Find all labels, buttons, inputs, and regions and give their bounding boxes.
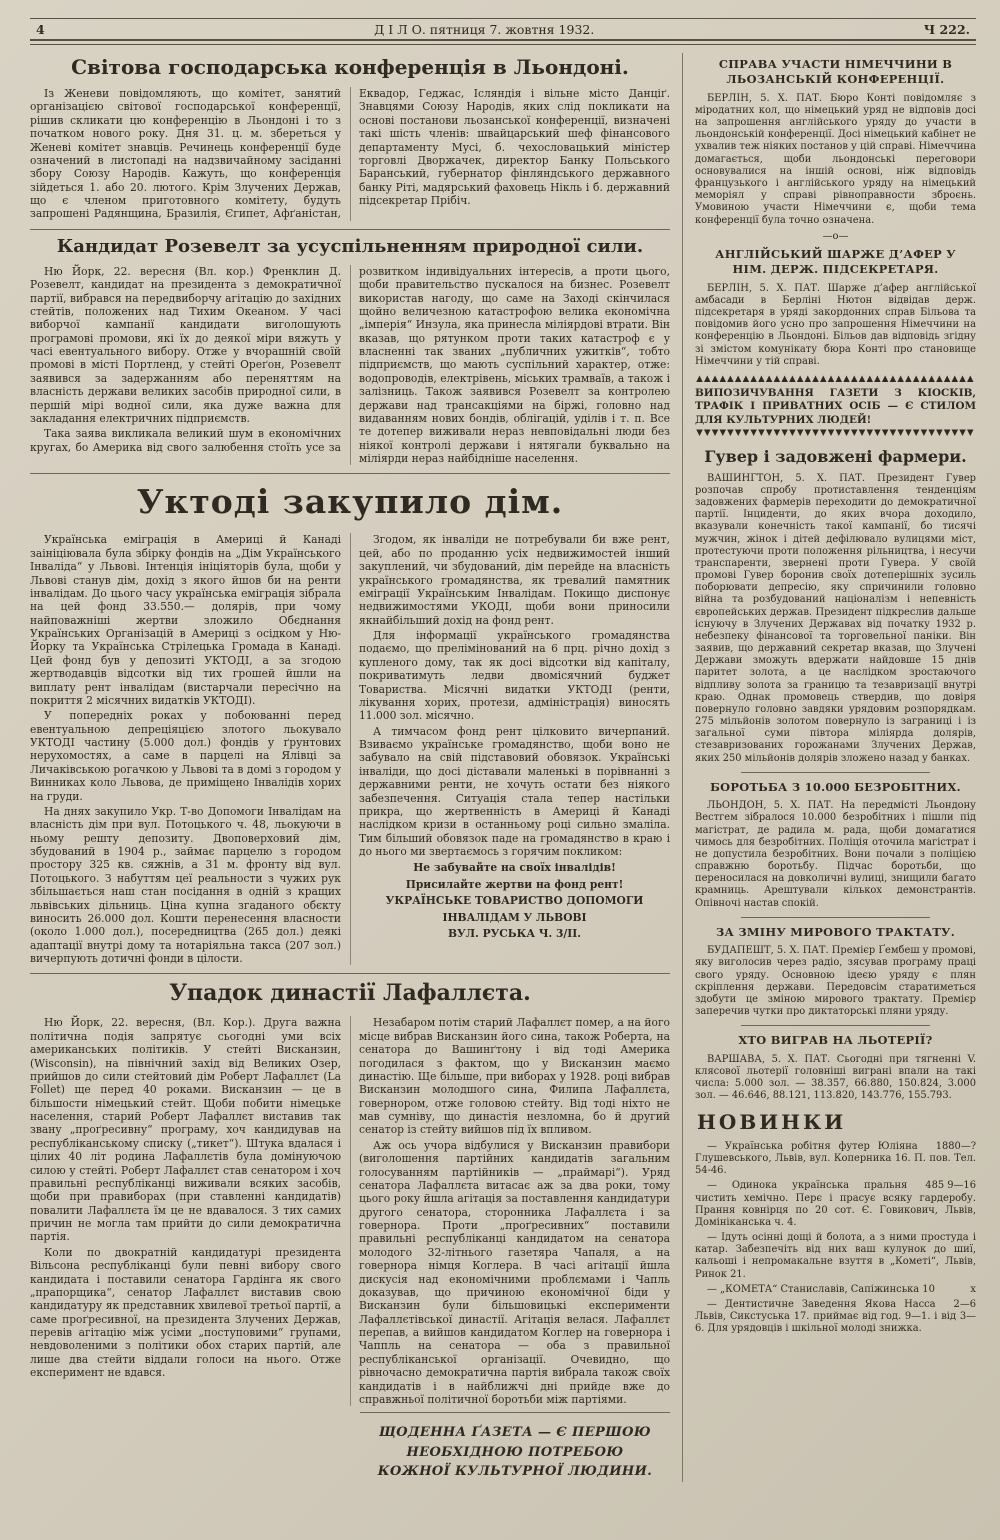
paragraph: На днях закупило Укр. Т-во Допомоги Інвалідам на власність дім при вул. Потоцького ч. 48, льокуючи в ньому решту депозиту. Двоповерховий дім, збудований в 1904 р., займає парцелю з городом простору 325 кв. сяжнів, а 31 м. фронту від вул. Потоцького. З набуттям цеї реальности з чужих рук збільшається наш стан посідання в одній з кращих львівських дільниць. Ціна купна згаданого обєкту виносить 26.000 дол. Кошти перенесення власности (около 1.000 дол.), посередництва (265 дол.) деякі адаптації внутрі дому та нотаріяльна такса (207 зол.) вичерпують дотичні фонди в цілости. <box>30 804 341 965</box>
article-title: АНГЛІЙСЬКИЙ ШАРЖЕ Д’АФЕР У НІМ. ДЕРЖ. ПІДСЕКРЕТАРЯ. <box>715 246 956 277</box>
article-unemployed-fight <box>695 780 976 910</box>
article-title: ЗА ЗМІНУ МИРОВОГО ТРАКТАТУ. <box>716 924 955 939</box>
paragraph: Для інформації українського громадянства подаємо, що прелімінований на 6 прц. річно дохід з купленого дому, так як досі відсотки від капіталу, покриватимуть ледви двомісячний буджет Товариства. Місячні видатки УКТОДІ (ренти, лікування хорих, протези, адміністрація) виносять 11.000 зол. місячно. <box>359 629 670 723</box>
appeal-line: Не забувайте на своїх інвалідів! <box>413 861 616 875</box>
news-item-ref: х <box>970 1283 976 1295</box>
paragraph: У попередніх роках у побоюванні перед евентуальною депреціяцією злотого льокувало УКТОДІ частину (5.000 дол.) фондів у ґрунтових нерухомостях, а саме в парцелі на Ялівці за Личаківською рогачкою у Львові та в домі з городом у Винниках коло Львова, де приміщено Інвалідів хорих на груди. <box>30 709 341 803</box>
article-lottery-winners <box>695 1033 976 1102</box>
paragraph: Коли по двократній кандидатурі президента Вільсона республіканці були певні вибору свого кандидата і поставили сенатора Гардінга як свого „прапорщика“, сенатор Лафаллєт виставив свою кандидатуру як представник хвилевої третьої партії, а саме проґресивної, на президента Злучених Держав, перевів агітацію між усіми „поступовими“ групами, невдоволеними з політики обох старих партій, але лише два стейти віддали голоси на нього. Отже експеримент не вдався. <box>30 1245 341 1380</box>
news-item <box>695 1232 976 1281</box>
article-roosevelt-natural-power <box>30 236 670 466</box>
paragraph: Така заява викликала великий шум в економічних кругах, бо Америка від свого залюбення стоїть усе за розвитком індивідуальних інтересів, а проти цього, щоби правительство пускалося на бизнес. Розевелт використав нагоду, що саме на Заході скінчилася щойно величезною катастрофою велика економічна „імперія“ Инзула, яка принесла міліярдові втрати. Він вказав, що рятунком проти таких катастроф є у власненні так званих „публичних ужитків“, тобто підприємств, що мають суспільний характер, отже: водопроводів, електрівень, міських трамваїв, а також і залізниць. Також заявився Розевелт за контролею держави над трансакціями на біржі, головно над видаванням нових бондів, облігацій, уділів і т. п. Все те дотепер виживали нераз невповідальні люди без ніякої контролі держави і нятягали буквально на міліярди нераз найбідніше населення. <box>30 264 670 465</box>
article-uktodi-house <box>30 482 670 965</box>
horizontal-rule <box>741 917 930 918</box>
masthead-title: Д І Л О. пятниця 7. жовтня 1932. <box>374 22 595 37</box>
paragraph: Українська еміграція в Америці й Канаді заініціювала була збірку фондів на „Дім Українського Інваліда“ у Львові. Інтенція ініціяторів була, щоби у Львові станув дім, дохід з якого йшов би на ренти інвалідам. До цього часу українська еміграція зібрала на цей фонд 33.550.— долярів, при чому найповажніші жертви зложило Обєднання Українських Організацій в Америці з осідком у Ню-Йорку та Українська Стрілецька Громада в Канаді. Цей фонд був у депозиті УКТОДІ, а за згодою жертводавців відсотки від тих грошей йшли на виплату рент інвалідам (вистарчали пересічно на покриття 2 місячних видатків УКТОДІ). <box>30 533 341 707</box>
up-triangles-icon: ▲▲▲▲▲▲▲▲▲▲▲▲▲▲▲▲▲▲▲▲▲▲▲▲▲▲▲▲▲▲▲▲▲▲▲▲ <box>696 374 975 384</box>
news-item-text: — Одинока українська пральня чистить хемічно. Перє і прасує всяку гардеробу. Прання ковнірця по 20 сот. Є. Говикович, Львів, Домініканська ч. 4. <box>695 1180 976 1228</box>
news-item <box>695 1284 976 1296</box>
paragraph: Згодом, як інваліди не потребували би вже рент, цей, або по проданню усіх недвижимостей інший закуплений, чи збудований, дім перейде на власність українського громадянства, як тревалий памятник еміграції Українським Інвалідам. Покищо диспонує недвижимостями УКОДІ, щоби вони приносили якнайбільший дохід на фонд рент. <box>359 533 670 627</box>
article-charge-daffaires <box>695 247 976 368</box>
section-title: НОВИНКИ <box>697 1110 847 1135</box>
issue-number: Ч 222. <box>923 22 970 37</box>
article-body <box>30 87 670 221</box>
article-body: ЛЬОНДОН, 5. X. ПАТ. На передмісті Льондону Вестгем зібралося 10.000 безробітних і пішли під магістрат, де радила м. рада, щоби домагатися чимось для безробітних. Поліція оточила магістрат і не допустила безробітних. Вони почали з поліцією справжню боротьбу. Підчас боротьби, що переносилася на довколичні вулиці, знищили багато крамниць. Арештували кількох демонстрантів. Опівночі настав спокій. <box>695 800 976 909</box>
article-body: ВАШИНГТОН, 5. X. ПАТ. Президент Гувер розпочав спробу протиставлення тенденціям задовжених фармерів переходити до демократичної партії. Інциденти, до яких вчора доходило, вказували конечність такої кампанії, бо тисячі мужчин, жінок і дітей дефілювало вулицями міст, протестуючи проти положення рільництва, і несучи транспаренти, звернені проти Гувера. У своїй промові Гувер боронив своїх дотеперішніх зусиль поборювати депресію, яку спричинили головно війна та розбудований націоналізм і непевність європейських держав. Президент підкреслив дальше існуючу в Злучених Державах від початку 1932 р. небезпеку фінансової та торговельної паніки. Він заявив, що державний секретар вказав, що Злучені Держави зможуть вдержати найдовше 15 днів паритет золота, а це наслідком зростаючого відпливу золота за границю та тезавризації внутрі краю. Однак промовець ствердив, що довіря повернуло головно завдяки урядовим розпорядкам. 275 мільйонів золотом повернуло із заграниці і із загальної суми півтора міліярда долярів, стезавризованих горожанами Злучених Держав, яких 250 мільйонів долярів зложено назад у банках. <box>695 472 976 764</box>
article-title: Упадок династії Лафаллєта. <box>169 980 531 1007</box>
paragraph: Із Женеви повідомляють, що комітет, занятий організацією світової господарської конференції, рішив скликати цю конференцію в Льондоні і то з початком нового року. Дня 31. ц. м. збереться у Женеві комітет знавців. Речинець конференції буде означений в листопаді на надзвичайному засіданні збору Союзу Народів. Кажуть, що конференція зійдеться 1. або 20. лютого. Крім Злучених Держав, що є членом приготовного комітету, будуть запрошені Радянщина, Бразилія, Єгипет, Афґаністан, Еквадор, Геджас, Ісляндія і вільне місто Данціґ. Знавцями Союзу Народів, яких слід покликати на основі постанови льозанської конференції, визначені такі шість членів: швайцарський шеф фінансового департаменту Мусі, б. чехословацький міністер торговлі Дворжачек, директор Банку Польського Баранський, губернатор фінляндського державного банку Ріті, мадярський фаховець Нікль і б. державний підсекретар Прібіч. <box>30 87 670 221</box>
appeal-line: Присилайте жертви на фонд рент! <box>405 877 624 891</box>
borrowing-notice <box>695 375 976 439</box>
article-hoover-farmers <box>695 447 976 765</box>
article-title: Уктоді закупило дім. <box>136 482 564 522</box>
news-item <box>695 1299 976 1336</box>
horizontal-rule <box>741 1025 930 1026</box>
header-rule <box>30 39 976 45</box>
horizontal-rule <box>30 973 670 974</box>
paragraph: Незабаром потім старий Лафаллєт помер, а на його місце вибрав Висканзин його сина, також Роберта, на сенатора до Вашинґтону і від тоді Америка погодилася з фактом, що у Висканзин маємо династію. Ще більше, при виборах у 1928. році вибрав Висканзин молодшого сина, Филипа Лафаллєта, говернором, отже головою стейту. Від тоді ніхто не мав сумніву, що династія незломна, бо й другий сенатор із стейту вийшов під їх впливом. <box>359 1016 670 1137</box>
main-column <box>30 53 682 1482</box>
article-germany-lausanne <box>695 57 976 227</box>
down-triangles-icon: ▼▼▼▼▼▼▼▼▼▼▼▼▼▼▼▼▼▼▼▼▼▼▼▼▼▼▼▼▼▼▼▼▼▼▼▼ <box>696 429 975 439</box>
right-column <box>682 53 976 1482</box>
news-item <box>695 1141 976 1178</box>
page-content <box>30 53 976 1482</box>
article-body <box>30 265 670 466</box>
article-title: ХТО ВИГРАВ НА ЛЬОТЕРІЇ? <box>738 1033 933 1048</box>
masthead <box>30 18 976 39</box>
horizontal-rule <box>30 473 670 474</box>
article-body: БУДАПЕШТ, 5. X. ПАТ. Премієр Ґембеш у промові, яку виголосив через радіо, зясував програму праці свого уряду. Основною ідеєю уряду є плян скріплення держави. Передовсім старатиметься здобути це зміною мирового трактату. Премієр заперечив чутки про диктаторські пляни уряду. <box>695 945 976 1018</box>
news-item-text: — „КОМЕТА“ Станиславів, Сапіжинська 10 <box>707 1283 935 1295</box>
page-number: 4 <box>36 22 45 37</box>
paragraph: Аж ось учора відбулися у Висканзин правибори (виголошення партійних кандидатів загальним голосуванням партійників — „праймарі“). Уряд сенатора Лафаллєта витасає аж за два роки, тому цього року йшла агітація за поставлення кандидатури другого сенатора, сторонника Лафаллєта і за говернора. Проти „проґресивних“ поставили правильні республіканці кандидатом на сенатора молодого 32-літнього газетяра Чапаля, а на говернора німця Коглера. В часі агітації йшла дискусія над економічними проблємами і Чапль доказував, що причиною економічної біди у Висканзин були більшовицькі експерименти Лафаллєтівської династії. Агітація велася. Лафаллєт перепав, а вийшов кандидатом Коглер на говернора і Чаппль на сенатора — оба з правильної республіканської організації. Очевидно, що рівночасно демократична партія вибрала також своїх кандидатів і в найближчі дні прийде вже до справжньої політичної боротьби між партіями. <box>359 1138 670 1406</box>
article-lafollette-dynasty <box>30 980 670 1406</box>
article-body: БЕРЛІН, 5. X. ПАТ. Шарже д’афер англійської амбасади в Берліні Нютон відвідав держ. підсекретаря в уряді закордонних справ Більова та повідомив його усно про запрошення Німеччини на конференцію в Льондоні. Більов дав відповідь згідну зі змістом комунікату бюра Конті про становище Німеччини у тій справі. <box>695 282 976 367</box>
news-item-text: — Дентистичне Заведення Якова Насса Львів, Сикстуська 17. приймає від год. 9—1. і від 3—6. Для урядовців і шкільної молоді знижка. <box>695 1298 976 1335</box>
horizontal-rule <box>741 772 930 773</box>
horizontal-rule <box>30 229 670 230</box>
society-name-line: ІНВАЛІДАМ У ЛЬВОВІ <box>442 910 587 924</box>
news-item-text: — Українська робітня футер Юліяна Глушевського, Львів, вул. Коперника 16. П. пов. Тел. 54-46. <box>695 1140 976 1177</box>
notice-text: ВИПОЗИЧУВАННЯ ГАЗЕТИ З КІОСКІВ, ТРАФІК І ПРИВАТНИХ ОСІБ — Є СТИЛОМ ДЛЯ КУЛЬТУРНИХ ЛЮДЕЙ! <box>695 386 976 426</box>
society-address: ВУЛ. РУСЬКА Ч. 3/ІІ. <box>447 926 582 940</box>
daily-paper-slogan: ЩОДЕННА ҐАЗЕТА — Є ПЕРШОЮ НЕОБХІДНОЮ ПОТРЕБОЮ КОЖНОЇ КУЛЬТУРНОЇ ЛЮДИНИ. <box>360 1412 670 1482</box>
article-title: Кандидат Розевелт за усуспільненням природної сили. <box>56 235 644 257</box>
article-title: СПРАВА УЧАСТИ НІМЕЧЧИНИ В ЛЬОЗАНСЬКІЙ КОНФЕРЕНЦІЇ. <box>718 57 953 87</box>
article-economic-conference <box>30 55 670 221</box>
article-body <box>30 533 670 965</box>
article-title: БОРОТЬБА З 10.000 БЕЗРОБІТНИХ. <box>710 779 961 794</box>
paragraph: Ню Йорк, 22. вересня (Вл. кор.) Френклин Д. Розевелт, кандидат на президента з демократичної партії, вибрався на передвиборчу агітацію до західних стейтів, положених над Тихим Океаном. У часі виборчої кампанії кандидати виголошують програмові промови, які їх до деякої міри вяжуть у часі евентуального вибору. Отже у вчорашній своїй промові в місті Портленд, у стейті Ореґон, Розевелт заявився за задержанням або переняттям на власність держави великих засобів природної сили, в першій мірі водної сили, яка дуже важна для закладання електричних підприємств. <box>30 264 341 425</box>
article-peace-treaty <box>695 925 976 1018</box>
news-item-ref: 1880—? <box>935 1140 976 1152</box>
news-briefs-section <box>695 1110 976 1335</box>
article-body: ВАРШАВА, 5. X. ПАТ. Сьогодні при тягненні V. клясової льотерії головніші виграні впали на такі числа: 5.000 зол. — 38.357, 66.880, 150.824, 3.000 зол. — 46.646, 88.121, 113.820, 143.776, 155.793. <box>695 1053 976 1102</box>
news-item <box>695 1180 976 1229</box>
article-body <box>30 1016 670 1406</box>
society-name-line: УКРАЇНСЬКЕ ТОВАРИСТВО ДОПОМОГИ <box>385 894 644 908</box>
paragraph: Ню Йорк, 22. вересня, (Вл. Кор.). Друга важна політична подія запрятує сьогодні уми всіх американських політиків. У стейті Висканзин, (Wisconsin), на північний захід від Великих Озер, прийшов до сили стейтовий дім Роберт Лафаллєт (La Follet) ще перед 40 роками. Висканзин — це в більшости німецький стейт. Щоби побити німецьке населення, старий Роберт Лафаллєт виставив так звану „проґресивну“ програму, хоч кандидував на республіканському списку („тикет“). Штука вдалася і цілих 40 літ родина Лафаллєтів була домінуючою силою у стейті. Роберт Лафаллєт став сенатором і хоч правильні республіканці виживали всяких засобів, щоби при правиборах (при ставленні кандидатів) повалити Лафаллєта їм це не вдавалося. З тих самих причин не могла там прийти до сили демократична партія. <box>30 1016 341 1244</box>
section-divider: —о— <box>822 230 849 242</box>
paragraph: А тимчасом фонд рент цілковито вичерпаний. Взиваємо українське громадянство, щоби воно не забувало на свій підставовий обовязок. Українські інваліди, що досі діставали маленькі в порівнанні з державними ренти, не хочуть остати без ніякого забезпечення. Ситуація стала тепер настільки прикра, що жертвенність в Америці й Канаді наслідком кризи в останньому році сильно змаліла. Тим більший обовязок паде на громадянство в краю і до нього ми звертаємось з горячим покликом: <box>359 724 670 858</box>
news-item-text: — Ідуть осінні дощі й болота, а з ними простуда і катар. Забезпечіть від них ваш кулунок до шиї, кальоші і непромакальне взуття в „Кометі“, Львів, Ринок 21. <box>695 1232 976 1280</box>
article-title: Світова господарська конференція в Льондоні. <box>71 55 629 79</box>
article-body: БЕРЛІН, 5. X. ПАТ. Бюро Конті повідомляє з міродатних кол, що німецький уряд не відповів досі на запрошення англійського уряду до участи в льондонській конференції. Досі німецький кабінет не ухвалив теж ніяких постанов у цій справі. Німеччина домагається, щоби льондонські переговори основувалися на іншій основі, ніж відповідь французького і англійського уряду на німецький меморіял у справі рівноправности зброєнь. Умовиною участи Німеччини є, щоби тема конференції була точно означена. <box>695 92 976 226</box>
news-item-ref: 485 9—16 <box>925 1180 976 1192</box>
news-item-ref: 2—6 <box>953 1298 976 1310</box>
article-title: Гувер і задовжені фармери. <box>704 447 967 467</box>
